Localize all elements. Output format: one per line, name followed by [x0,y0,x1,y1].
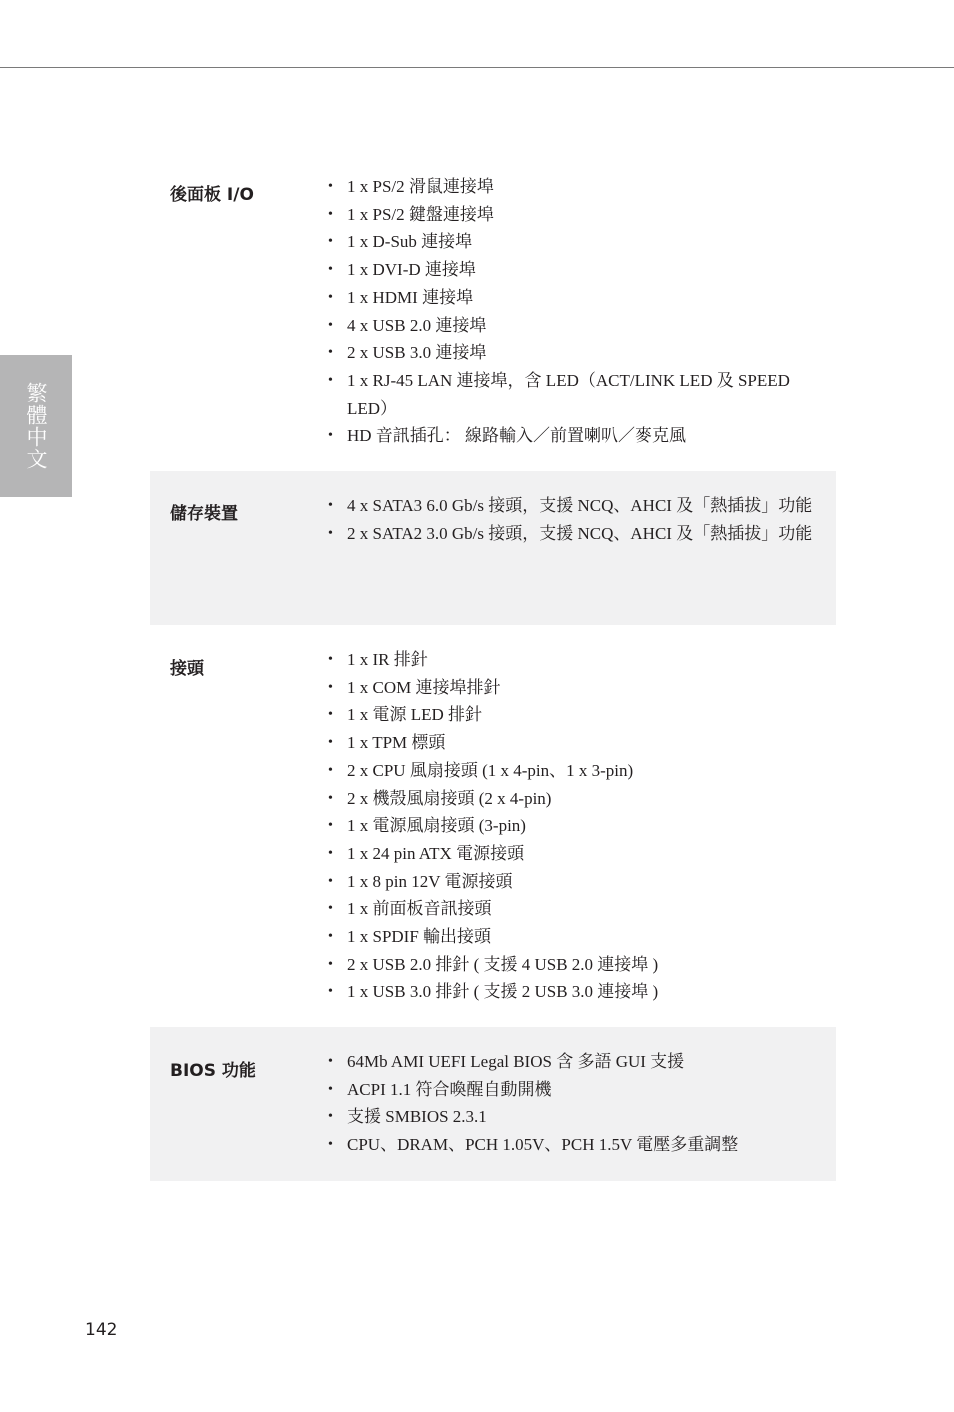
list-item: • 1 x 8 pin 12V 電源接頭 [328,871,513,891]
list-item: • CPU、DRAM、PCH 1.05V、PCH 1.5V 電壓多重調整 [328,1135,739,1155]
language-side-tab [0,355,72,497]
list-item: • 1 x 電源風扇接頭 (3-pin) [328,816,526,836]
spec-row-bios-features [150,1027,836,1181]
list-item: • 1 x DVI-D 連接埠 [328,260,476,280]
list-item: • ACPI 1.1 符合喚醒自動開機 [328,1079,552,1099]
list-item: • 2 x CPU 風扇接頭 (1 x 4-pin、1 x 3-pin) [328,760,634,780]
list-item: • 1 x PS/2 鍵盤連接埠 [328,204,494,224]
list-item: • 2 x USB 3.0 連接埠 [328,343,487,363]
list-item: • 1 x PS/2 滑鼠連接埠 [328,177,494,196]
spec-row-connectors [150,625,836,1027]
list-item: • 1 x 24 pin ATX 電源接頭 [328,843,525,863]
list-item: • 1 x COM 連接埠排針 [328,677,501,697]
spec-list [328,173,818,450]
spec-label: 接頭 [170,659,204,679]
list-item: • 1 x HDMI 連接埠 [328,287,474,307]
list-item: • 1 x TPM 標頭 [328,733,446,753]
spec-row-storage [150,471,836,625]
spec-list [328,492,818,547]
list-item: • 1 x IR 排針 [328,650,428,669]
list-item: • 4 x SATA3 6.0 Gb/s 接頭，支援 NCQ、AHCI 及「熱插拔」功能 [328,496,813,515]
list-item: • 4 x USB 2.0 連接埠 [328,315,487,335]
list-item: • 1 x RJ-45 LAN 連接埠，含 LED（ACT/LINK LED 及 SPEED LED） [328,370,790,418]
list-item: • HD 音訊插孔： 線路輸入／前置喇叭／麥克風 [328,426,687,446]
spec-list [328,646,818,1006]
list-item: • 1 x USB 3.0 排針 ( 支援 2 USB 3.0 連接埠 ) [328,982,659,1002]
header-rule [0,67,954,68]
list-item: • 1 x 電源 LED 排針 [328,705,483,725]
spec-label: 儲存裝置 [170,504,238,524]
list-item: • 1 x D-Sub 連接埠 [328,232,473,252]
spec-row-rear-panel-io [150,110,836,446]
spec-list [328,1048,818,1159]
list-item: • 64Mb AMI UEFI Legal BIOS 含 多語 GUI 支援 [328,1052,685,1071]
list-item: • 1 x SPDIF 輸出接頭 [328,927,492,947]
list-item: • 支援 SMBIOS 2.3.1 [328,1107,487,1127]
list-item: • 1 x 前面板音訊接頭 [328,899,492,919]
list-item: • 2 x USB 2.0 排針 ( 支援 4 USB 2.0 連接埠 ) [328,954,659,974]
list-item: • 2 x 機殼風扇接頭 (2 x 4-pin) [328,788,552,808]
list-item: • 2 x SATA2 3.0 Gb/s 接頭，支援 NCQ、AHCI 及「熱插拔」功能 [328,523,813,543]
language-tab-label: 繁體中文 [24,382,48,470]
page-number: 142 [85,1320,118,1340]
spec-label: 後面板 I/O [170,185,254,205]
spec-label: BIOS 功能 [170,1061,256,1081]
